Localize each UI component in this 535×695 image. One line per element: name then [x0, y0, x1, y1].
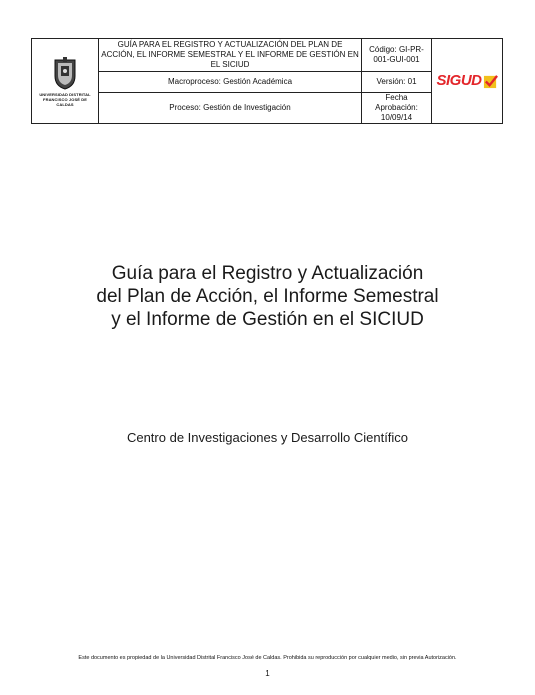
sigud-logo-text: SIGUD	[436, 72, 482, 89]
document-code-cell: Código: GI-PR-001-GUI-001	[362, 39, 432, 72]
title-line-3: y el Informe de Gestión en el SICIUD	[111, 309, 424, 330]
sigud-logo-cell	[432, 39, 503, 124]
title-line-1: Guía para el Registro y Actualización	[111, 263, 424, 284]
footer-disclaimer: Este documento es propiedad de la Universidad Distrital Francisco José de Caldas. Prohibida su reproducción por cualquier medio, sin previa Autorización.	[78, 655, 457, 661]
approval-date-cell: Fecha Aprobación: 10/09/14	[362, 93, 432, 124]
university-seal-icon	[52, 56, 78, 90]
title-line-2: del Plan de Acción, el Informe Semestral	[96, 286, 439, 307]
university-name-line2: FRANCISCO JOSÉ DE CALDAS	[43, 96, 87, 107]
document-title-cell: GUÍA PARA EL REGISTRO Y ACTUALIZACIÓN DEL PLAN DE ACCIÓN, EL INFORME SEMESTRAL Y EL INFORME DE GESTIÓN EN EL SICIUD	[99, 39, 362, 72]
page-number: 1	[265, 669, 270, 678]
process-cell: Proceso: Gestión de Investigación	[99, 93, 362, 124]
document-title	[40, 262, 495, 331]
university-logo-cell	[32, 39, 99, 124]
version-cell: Versión: 01	[362, 72, 432, 93]
checkmark-icon	[483, 74, 498, 89]
macroprocess-cell: Macroproceso: Gestión Académica	[99, 72, 362, 93]
research-center-name: Centro de Investigaciones y Desarrollo Científico	[126, 430, 409, 445]
sigud-logo	[434, 74, 500, 89]
header-table	[31, 38, 503, 124]
university-name-line1: UNIVERSIDAD DISTRITAL	[39, 91, 91, 97]
